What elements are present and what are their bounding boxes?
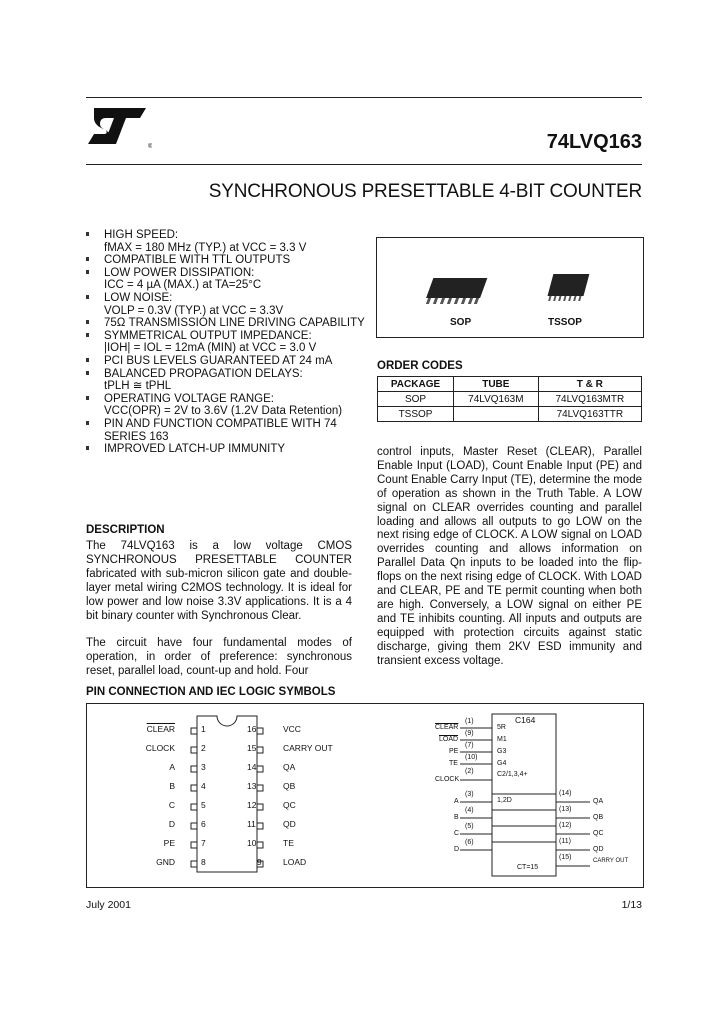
top-rule [86, 97, 642, 98]
pin-number: 4 [201, 781, 206, 791]
pin-label: D [168, 819, 175, 829]
st-logo [86, 104, 152, 150]
table-cell: 74LVQ163M [454, 392, 539, 407]
table-header: T & R [538, 377, 641, 392]
table-cell [454, 407, 539, 422]
iec-output-number: (11) [559, 838, 571, 845]
iec-input-label: C [454, 830, 460, 837]
iec-function-label: 1,2D [497, 797, 512, 804]
feature-item: VOLP = 0.3V (TYP.) at VCC = 3.3V [104, 304, 284, 317]
feature-list [86, 229, 376, 456]
pin-number: 9 [257, 857, 262, 867]
iec-input-label: A [454, 798, 459, 805]
package-images [376, 237, 644, 338]
order-codes-table [377, 376, 642, 422]
table-cell: TSSOP [378, 407, 454, 422]
pin-number: 12 [247, 800, 257, 810]
feature-item: HIGH SPEED: [86, 229, 376, 242]
iec-input-number: (1) [465, 718, 474, 725]
iec-output-label: CARRY OUT [593, 858, 629, 864]
iec-input-label: CLOCK [435, 776, 460, 783]
table-cell: 74LVQ163MTR [538, 392, 641, 407]
pin-number: 5 [201, 800, 206, 810]
pin-label: TE [283, 838, 294, 848]
pin-label: CLOCK [145, 743, 175, 753]
pin-number: 6 [201, 819, 206, 829]
dip-package-outline [177, 712, 277, 877]
iec-input-number: (2) [465, 768, 474, 775]
feature-item: LOW NOISE: [86, 292, 376, 305]
pin-number: 16 [247, 724, 257, 734]
iec-output-number: (12) [559, 822, 572, 829]
iec-input-label: D [454, 846, 460, 853]
feature-item: BALANCED PROPAGATION DELAYS: [86, 368, 376, 381]
pin-label: LOAD [283, 857, 307, 867]
table-row [378, 392, 642, 407]
iec-output-label: QB [593, 814, 604, 821]
pin-label: C [168, 800, 175, 810]
iec-title: C164 [515, 715, 536, 725]
pin-label: QA [283, 762, 296, 772]
header-rule [86, 164, 642, 165]
iec-output-number: (14) [559, 790, 572, 797]
pin-number: 13 [247, 781, 257, 791]
iec-input-label: PE [449, 748, 459, 755]
feature-item: tPLH ≅ tPHL [104, 380, 172, 393]
pin-label: VCC [283, 724, 301, 734]
footer-page-number: 1/13 [621, 899, 642, 911]
feature-item: COMPATIBLE WITH TTL OUTPUTS [86, 254, 376, 267]
sop-label: SOP [450, 317, 472, 328]
iec-output-number: (13) [559, 806, 572, 813]
pin-label: CLEAR [146, 724, 175, 734]
feature-item: VCC(OPR) = 2V to 3.6V (1.2V Data Retention) [104, 405, 343, 418]
part-number: 74LVQ163 [546, 131, 642, 153]
iec-input-number: (7) [465, 742, 474, 749]
table-header: TUBE [454, 377, 539, 392]
pin-number: 3 [201, 762, 206, 772]
feature-item: OPERATING VOLTAGE RANGE: [86, 393, 376, 406]
tssop-label: TSSOP [548, 317, 582, 328]
table-cell: SOP [378, 392, 454, 407]
order-codes-heading: ORDER CODES [377, 360, 463, 372]
pin-label: A [169, 762, 175, 772]
iec-input-label: CLEAR [435, 724, 459, 731]
pin-number: 2 [201, 743, 206, 753]
feature-item: LOW POWER DISSIPATION: [86, 267, 376, 280]
feature-item: ICC = 4 µA (MAX.) at TA=25°C [104, 279, 262, 292]
iec-function-label: 5R [497, 724, 506, 731]
pin-number: 15 [247, 743, 257, 753]
pin-diagram-box [86, 703, 644, 888]
iec-input-number: (3) [465, 791, 474, 798]
iec-input-number: (6) [465, 839, 474, 846]
pin-number: 7 [201, 838, 206, 848]
feature-item: SYMMETRICAL OUTPUT IMPEDANCE: [86, 330, 376, 343]
description-paragraph-3: control inputs, Master Reset (CLEAR), Parallel Enable Input (LOAD), Count Enable Input (PE) and Count Enable Carry Input (TE), determine the mode of operation as shown in the Truth Table. A LOW signal on CLEAR overrides counting and parallel loading and allows all outputs to go LOW on the next rising edge of CLOCK. A LOW signal on LOAD overrides counting and allows information on Parallel Data Qn inputs to be loaded into the flip-flops on the next rising edge of CLOCK. With LOAD and CLEAR, PE and TE permit counting when both are high. Conversely, a LOW signal on either PE and TE inhibits counting. All inputs and outputs are equipped with protection circuits against static discharge, giving them 2KV ESD immunity and transient excess voltage. [377, 446, 642, 667]
iec-function-label: G3 [497, 748, 507, 755]
iec-input-number: (4) [465, 807, 474, 814]
iec-input-number: (5) [465, 823, 474, 830]
iec-function-label: G4 [497, 760, 507, 767]
pin-number: 1 [201, 724, 206, 734]
feature-item: fMAX = 180 MHz (TYP.) at VCC = 3.3 V [104, 241, 307, 254]
description-heading: DESCRIPTION [86, 524, 165, 536]
iec-output-label: QC [593, 830, 604, 837]
iec-function-label: CT=15 [517, 864, 539, 871]
pin-label: CARRY OUT [283, 743, 333, 753]
feature-item: PIN AND FUNCTION COMPATIBLE WITH 74 SERIES 163 [86, 418, 376, 443]
table-row [378, 407, 642, 422]
description-paragraph-2: The circuit have four fundamental modes of operation, in order of preference: synchronous reset, parallel load, count-up and hold. Four [86, 637, 352, 677]
iec-input-label: TE [449, 760, 458, 767]
iec-output-label: QD [593, 846, 604, 853]
pin-label: GND [156, 857, 175, 867]
table-header: PACKAGE [378, 377, 454, 392]
footer-date: July 2001 [86, 899, 131, 911]
feature-item: 75Ω TRANSMISSION LINE DRIVING CAPABILITY [86, 317, 376, 330]
pin-number: 11 [247, 819, 256, 829]
pin-label: QC [283, 800, 296, 810]
iec-function-label: C2/1,3,4+ [497, 771, 528, 778]
description-paragraph-1: The 74LVQ163 is a low voltage CMOS SYNCHRONOUS PRESETTABLE COUNTER fabricated with sub-micron silicon gate and double-layer metal wiring C2MOS technology. It is ideal for low power and low noise 3.3V applications. It is a 4 bit binary counter with Synchronous Clear. [86, 540, 352, 622]
document-title: SYNCHRONOUS PRESETTABLE 4-BIT COUNTER [208, 181, 642, 202]
feature-item: PCI BUS LEVELS GUARANTEED AT 24 mA [86, 355, 376, 368]
iec-input-number: (10) [465, 754, 478, 761]
pin-connection-heading: PIN CONNECTION AND IEC LOGIC SYMBOLS [86, 686, 336, 698]
pin-number: 10 [247, 838, 257, 848]
iec-input-label: B [454, 814, 459, 821]
feature-item: |IOH| = IOL = 12mA (MIN) at VCC = 3.0 V [104, 342, 317, 355]
pin-label: QD [283, 819, 296, 829]
pin-number: 8 [201, 857, 206, 867]
iec-output-label: QA [593, 798, 604, 805]
pin-number: 14 [247, 762, 257, 772]
pin-label: QB [283, 781, 296, 791]
pin-label: B [169, 781, 175, 791]
feature-item: IMPROVED LATCH-UP IMMUNITY [86, 443, 376, 456]
table-cell: 74LVQ163TTR [538, 407, 641, 422]
iec-function-label: M1 [497, 736, 507, 743]
iec-input-number: (9) [465, 730, 474, 737]
package-drawing [377, 238, 643, 337]
iec-input-label: LOAD [439, 736, 459, 743]
table-header-row [378, 377, 642, 392]
pin-label: PE [163, 838, 175, 848]
svg-text:®: ® [148, 144, 152, 150]
iec-output-number: (15) [559, 854, 572, 861]
